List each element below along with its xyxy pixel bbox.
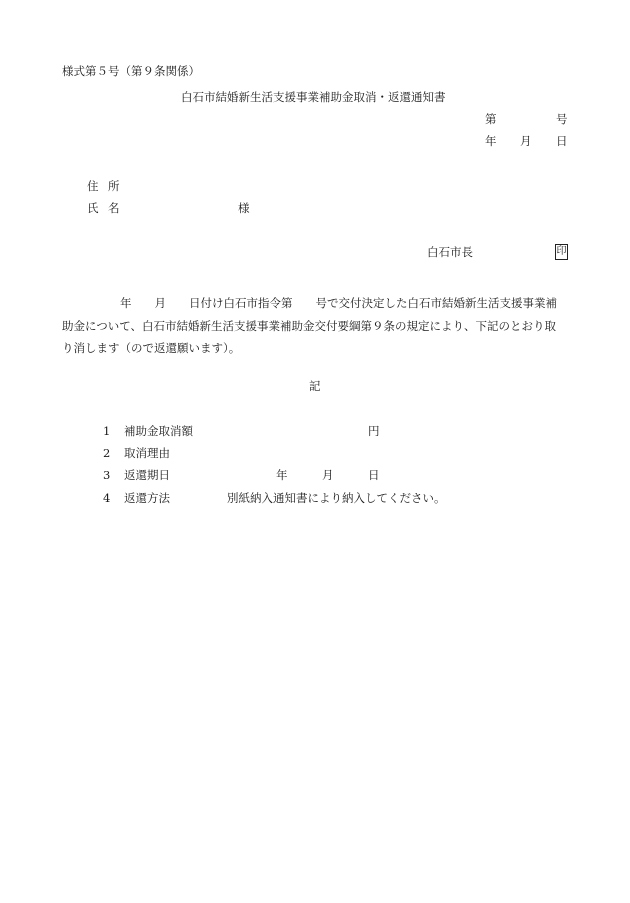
item-3-day: 日	[368, 468, 380, 482]
body-line-2: 助金について、白石市結婚新生活支援事業補助金交付要綱第９条の規定により、下記のとおり取	[62, 318, 557, 333]
body-year: 年	[120, 296, 132, 310]
item-1-unit: 円	[368, 424, 380, 438]
item-2-num: 2	[103, 446, 111, 460]
name-honorific: 様	[238, 201, 250, 215]
doc-date-month: 月	[520, 134, 532, 148]
body-line-1-mid: 日付け白石市指令第	[189, 296, 293, 310]
issuer-title: 白石市長	[427, 245, 473, 259]
ki-heading: 記	[309, 379, 321, 393]
body-line-3: り消します（ので返還願います）。	[62, 341, 241, 355]
body-month: 月	[154, 296, 166, 310]
doc-date-day: 日	[556, 134, 568, 148]
doc-number-gou: 号	[556, 112, 568, 126]
item-4-label: 返還方法	[124, 491, 170, 505]
item-3-year: 年	[276, 468, 288, 482]
item-1-num: 1	[103, 424, 111, 438]
address-label-1: 住	[87, 179, 99, 193]
body-line-1-end: 号で交付決定した白石市結婚新生活支援事業補	[315, 296, 557, 310]
item-4-value: 別紙納入通知書により納入してください。	[227, 491, 446, 505]
item-3-label: 返還期日	[124, 468, 170, 482]
item-3-num: 3	[103, 468, 111, 482]
doc-date-year: 年	[485, 134, 497, 148]
item-4-num: 4	[103, 491, 111, 505]
item-1-label: 補助金取消額	[124, 424, 193, 438]
doc-number-dai: 第	[485, 112, 497, 126]
address-label-2: 所	[108, 179, 120, 193]
body-paragraph	[62, 292, 570, 360]
seal-mark: 印	[555, 244, 568, 260]
name-label-1: 氏	[87, 201, 99, 215]
document-title: 白石市結婚新生活支援事業補助金取消・返還通知書	[181, 90, 446, 104]
form-number: 様式第５号（第９条関係）	[62, 64, 200, 78]
body-line-1	[62, 292, 570, 315]
name-label-2: 名	[108, 201, 120, 215]
item-3-month: 月	[322, 468, 334, 482]
item-2-label: 取消理由	[124, 446, 170, 460]
